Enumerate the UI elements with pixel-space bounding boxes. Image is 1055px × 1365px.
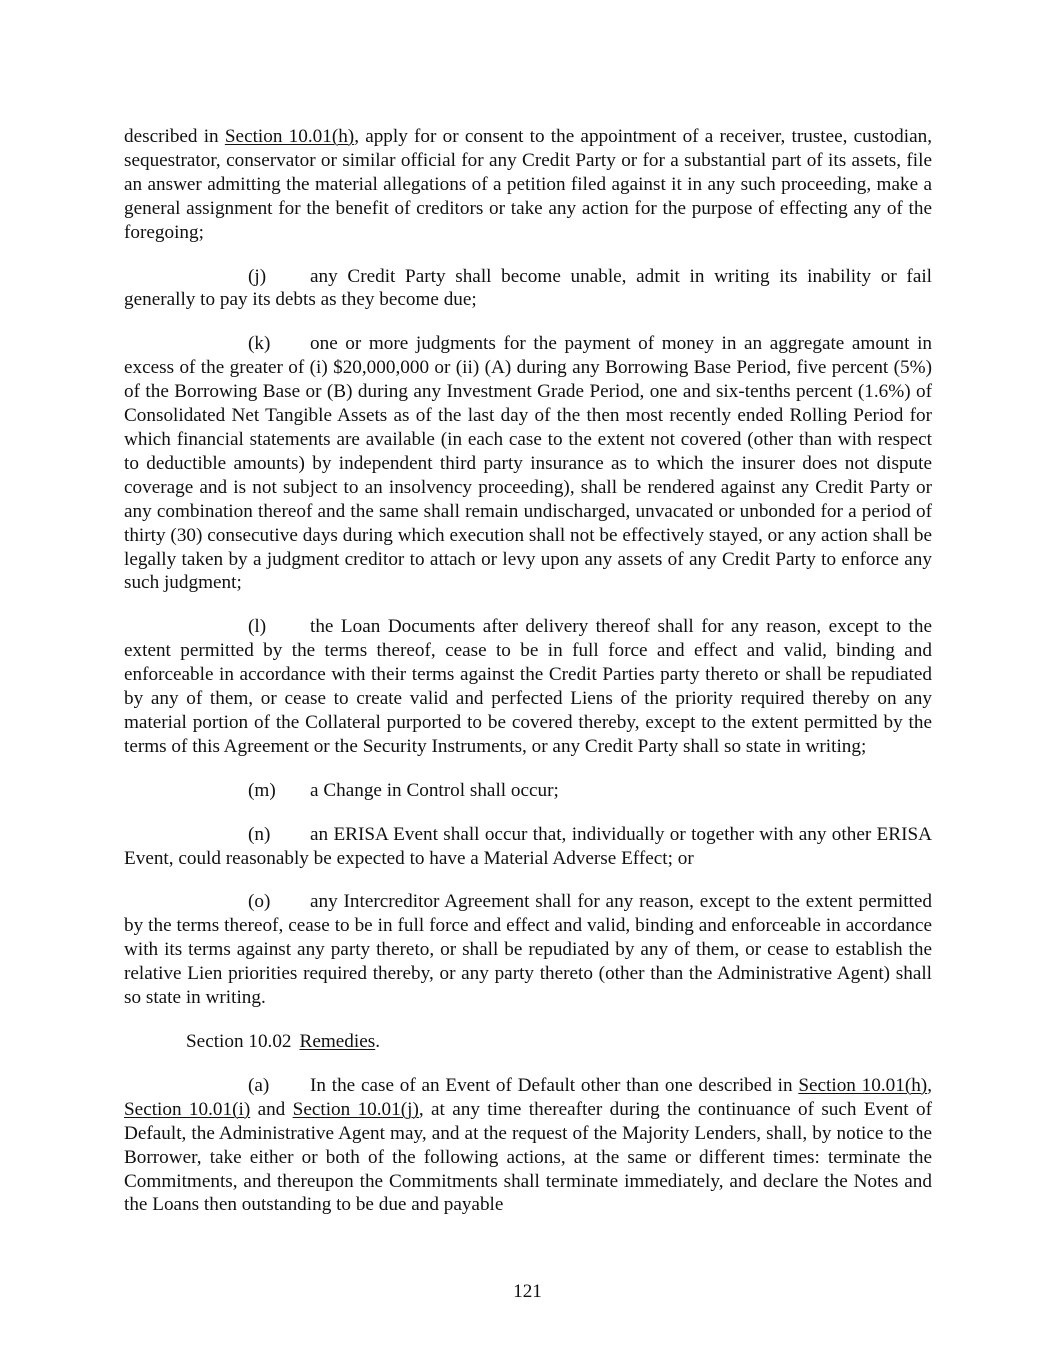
clause-n [124, 823, 932, 871]
separator-text: , [927, 1074, 932, 1096]
paragraph-intro [124, 125, 932, 245]
clause-label: (m) [248, 779, 276, 801]
clause-lead-text: In the case of an Event of Default other than one described in [310, 1074, 799, 1096]
clause-label: (o) [248, 891, 271, 913]
clause-text: an ERISA Event shall occur that, individually or together with any other ERISA Event, could reasonably be expected to have a Material Adverse Effect; or [124, 823, 932, 869]
clause-text: the Loan Documents after delivery thereof shall for any reason, except to the extent permitted by the terms thereof, cease to be in full force and effect and valid, binding and enforceable in accordance with their terms against the Credit Parties party thereto or shall be repudiated by any of them, or cease to create valid and perfected Liens of the priority required thereby on any material portion of the Collateral purported to be covered thereby, except to the extent permitted by the terms of this Agreement or the Security Instruments, or any Credit Party shall so state in writing; [124, 616, 932, 757]
page-number: 121 [513, 1281, 542, 1302]
clause-o [124, 890, 932, 1010]
clause-tail-text: , at any time thereafter during the continuance of such Event of Default, the Administrative Agent may, and at the request of the Majority Lenders, shall, by notice to the Borrower, take either or both of the following actions, at the same or different times: terminate the Commitments, and thereupon the Commitments shall terminate immediately, and declare the Notes and the Loans then outstanding to be due and payable [124, 1098, 932, 1216]
section-heading [186, 1030, 932, 1054]
section-title: Remedies [299, 1031, 376, 1052]
remedies-clause-a [124, 1074, 932, 1217]
clause-j [124, 265, 932, 313]
separator-text: and [250, 1098, 293, 1120]
section-reference-link: Section 10.01(i) [124, 1098, 251, 1120]
section-reference-link: Section 10.01(h) [798, 1074, 928, 1096]
clause-label: (l) [248, 616, 267, 638]
clause-m [124, 779, 932, 803]
clause-text: any Intercreditor Agreement shall for any reason, except to the extent permitted by the terms thereof, cease to be in full force and effect and valid, binding and enforceable in accordance with its terms against any party thereto, or shall be repudiated by any of them, or cease to establish the relative Lien priorities required thereby, or any party thereto (other than the Administrative Agent) shall so state in writing. [124, 891, 932, 1009]
intro-prefix: described in [124, 126, 225, 147]
clause-label: (k) [248, 333, 271, 355]
clause-l [124, 615, 932, 758]
section-reference-link: Section 10.01(h) [224, 126, 355, 147]
clause-text: one or more judgments for the payment of money in an aggregate amount in excess of the greater of (i) $20,000,000 or (ii) (A) during any Borrowing Base Period, five percent (5%) of the Borrowing Base or (B) during any Investment Grade Period, one and six-tenths percent (1.6%) of Consolidated Net Tangible Assets as of the last day of the then most recently ended Rolling Period for which financial statements are available (in each case to the extent not covered (other than with respect to deductible amounts) by independent third party insurance as to which the insurer does not dispute coverage and is not subject to an insolvency proceeding), shall be rendered against any Credit Party or any combination thereof and the same shall remain undischarged, unvacated or unbonded for a period of thirty (30) consecutive days during which execution shall not be effectively stayed, or any action shall be legally taken by a judgment creditor to attach or levy upon any assets of any Credit Party to enforce any such judgment; [124, 333, 932, 594]
section-number: Section 10.02 [186, 1031, 292, 1052]
intro-text: , apply for or consent to the appointment of a receiver, trustee, custodian, sequestrator, conservator or similar official for any Credit Party or for a substantial part of its assets, file an answer admitting the material allegations of a petition filed against it in any such proceeding, make a general assignment for the benefit of creditors or take any action for the purpose of effecting any of the foregoing; [124, 126, 932, 243]
section-title-suffix: . [375, 1031, 380, 1052]
section-reference-link: Section 10.01(j) [292, 1098, 419, 1120]
clause-label: (n) [248, 823, 271, 845]
clause-text: any Credit Party shall become unable, admit in writing its inability or fail generally to pay its debts as they become due; [124, 265, 932, 311]
clause-label: (j) [248, 265, 267, 287]
clause-k [124, 332, 932, 595]
clause-text: a Change in Control shall occur; [310, 779, 559, 801]
document-page [124, 125, 932, 1237]
clause-label: (a) [248, 1074, 270, 1096]
